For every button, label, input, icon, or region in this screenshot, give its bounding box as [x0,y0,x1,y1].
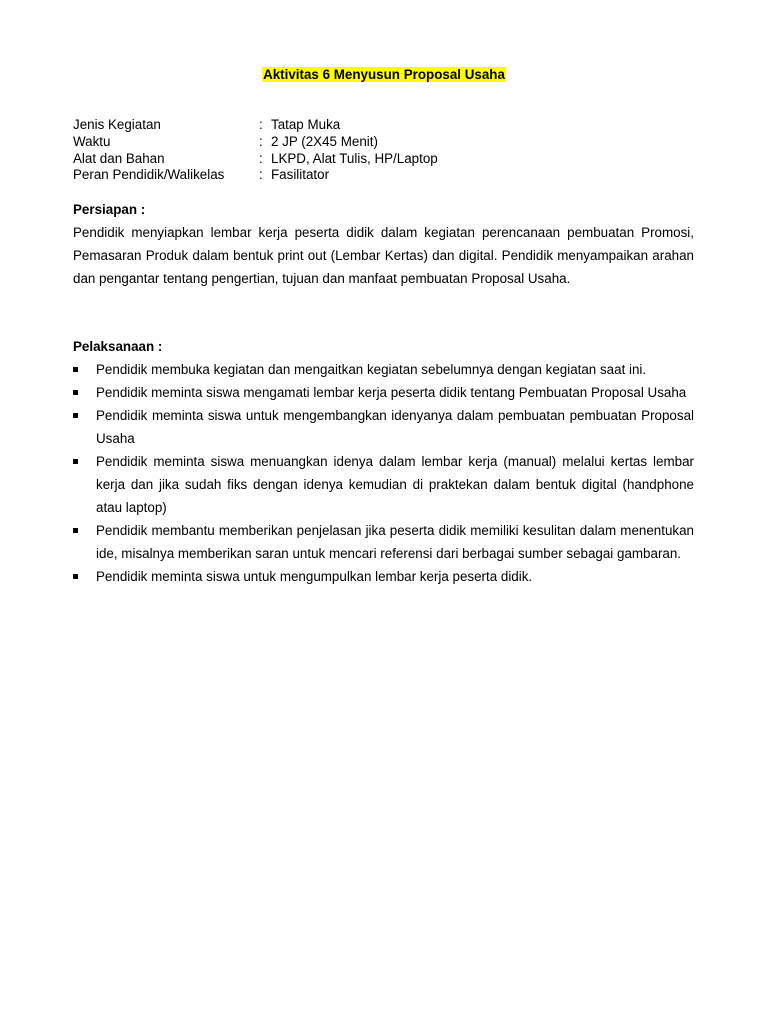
info-label: Peran Pendidik/Walikelas [73,167,225,183]
info-label: Jenis Kegiatan [73,117,161,132]
pelaksanaan-list [73,358,694,588]
list-item-text: Pendidik meminta siswa untuk mengembangkan idenyanya dalam pembuatan pembuatan Proposal Usaha [96,408,694,446]
list-item-text: Pendidik meminta siswa menuangkan idenya dalam lembar kerja (manual) melalui kertas lembar kerja dan jika sudah fiks dengan idenya kemudian di praktekan dalam bentuk digital (handphone atau laptop) [96,454,694,515]
square-bullet-icon [73,367,78,372]
square-bullet-icon [73,413,78,418]
info-row-jenis-kegiatan [73,117,693,134]
info-separator: : [259,167,263,183]
list-item [73,381,694,404]
list-item [73,358,694,381]
info-row-alat-dan-bahan [73,151,693,168]
info-label: Alat dan Bahan [73,150,165,166]
square-bullet-icon [73,390,78,395]
document-title: Aktivitas 6 Menyusun Proposal Usaha [263,67,505,82]
square-bullet-icon [73,574,78,579]
list-item-text: Pendidik membantu memberikan penjelasan jika peserta didik memiliki kesulitan dalam menentukan ide, misalnya memberikan saran untuk mencari referensi dari berbagai sumber sebagai gambaran. [96,523,694,561]
title-container [0,67,768,82]
info-separator: : [259,133,263,149]
square-bullet-icon [73,528,78,533]
info-separator: : [259,150,263,166]
info-label: Waktu [73,133,111,149]
info-row-waktu [73,134,693,151]
persiapan-heading: Persiapan : [73,202,146,217]
list-item-text: Pendidik meminta siswa untuk mengumpulkan lembar kerja peserta didik. [96,569,533,584]
info-value: Tatap Muka [271,117,341,132]
info-row-peran-pendidik [73,167,693,184]
pelaksanaan-section [73,335,694,588]
list-item-text: Pendidik meminta siswa mengamati lembar kerja peserta didik tentang Pembuatan Proposal Usaha [96,385,687,400]
info-value: Fasilitator [271,167,330,183]
info-value: LKPD, Alat Tulis, HP/Laptop [271,150,438,166]
list-item [73,519,694,565]
list-item-text: Pendidik membuka kegiatan dan mengaitkan kegiatan sebelumnya dengan kegiatan saat ini. [96,362,647,377]
persiapan-paragraph: Pendidik menyiapkan lembar kerja peserta didik dalam kegiatan perencanaan pembuatan Promosi, Pemasaran Produk dalam bentuk print out (Lembar Kertas) dan digital. Pendidik menyampaikan arahan dan pengantar tentang pengertian, tujuan dan manfaat pembuatan Proposal Usaha. [73,225,694,286]
list-item [73,450,694,519]
pelaksanaan-heading: Pelaksanaan : [73,339,163,354]
info-separator: : [259,117,263,132]
list-item [73,565,694,588]
persiapan-section [73,198,694,290]
list-item [73,404,694,450]
activity-info-table [73,117,693,184]
square-bullet-icon [73,459,78,464]
info-value: 2 JP (2X45 Menit) [271,133,378,149]
